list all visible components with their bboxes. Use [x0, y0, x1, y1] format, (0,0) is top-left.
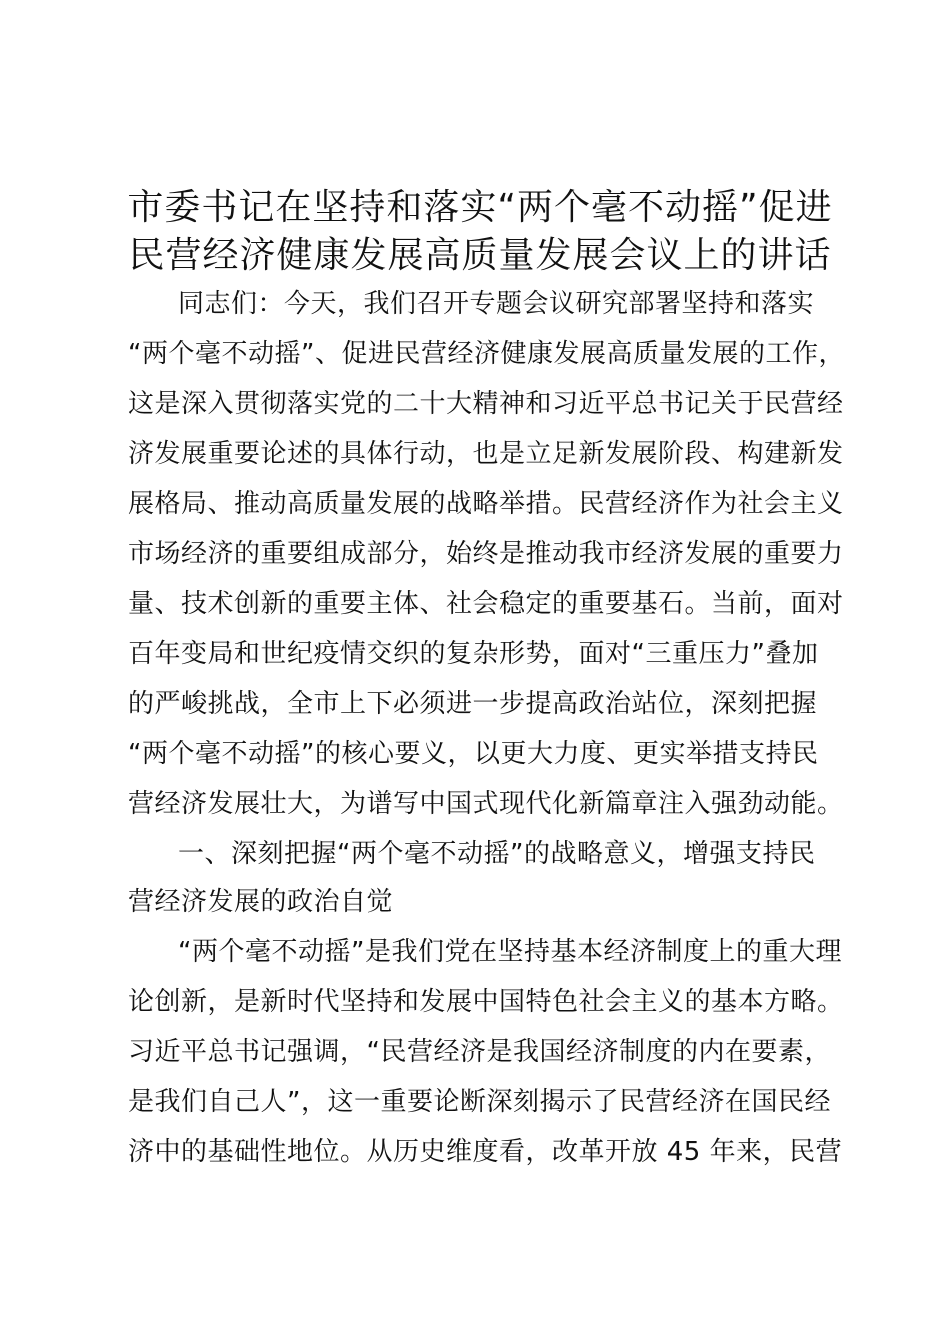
- section-1-body-line-1: “两个毫不动摇”是我们党在坚持基本经济制度上的重大理: [178, 937, 842, 967]
- intro-line-2: “两个毫不动摇”、促进民营经济健康发展高质量发展的工作，: [128, 339, 845, 369]
- intro-line-10: “两个毫不动摇”的核心要义，以更大力度、更实举措支持民: [128, 739, 819, 769]
- intro-line-8: 百年变局和世纪疫情交织的复杂形势，面对“三重压力”叠加: [128, 639, 819, 669]
- document-title-line-1: 市委书记在坚持和落实“两个毫不动摇”促进: [127, 187, 833, 228]
- intro-line-11: 营经济发展壮大，为谱写中国式现代化新篇章注入强劲动能。: [128, 789, 844, 819]
- section-1-body-line-3: 习近平总书记强调，“民营经济是我国经济制度的内在要素，: [128, 1037, 831, 1067]
- intro-line-3: 这是深入贯彻落实党的二十大精神和习近平总书记关于民营经: [128, 389, 844, 419]
- section-1-body-line-5: 济中的基础性地位。从历史维度看，改革开放 45 年来，民营: [128, 1137, 843, 1167]
- section-1-heading-line-2: 营经济发展的政治自觉: [128, 887, 394, 917]
- section-1-body-line-2: 论创新，是新时代坚持和发展中国特色社会主义的基本方略。: [128, 987, 844, 1017]
- intro-line-7: 量、技术创新的重要主体、社会稳定的重要基石。当前，面对: [128, 589, 844, 619]
- section-1-body-line-4: 是我们自己人”，这一重要论断深刻揭示了民营经济在国民经: [128, 1087, 831, 1117]
- intro-line-4: 济发展重要论述的具体行动，也是立足新发展阶段、构建新发: [128, 439, 844, 469]
- intro-line-1: 同志们：今天，我们召开专题会议研究部署坚持和落实: [178, 289, 815, 319]
- intro-line-6: 市场经济的重要组成部分，始终是推动我市经济发展的重要力: [128, 539, 844, 569]
- intro-line-9: 的严峻挑战，全市上下必须进一步提高政治站位，深刻把握: [128, 689, 818, 719]
- document-title-line-2: 民营经济健康发展高质量发展会议上的讲话: [128, 235, 832, 276]
- intro-line-5: 展格局、推动高质量发展的战略举措。民营经济作为社会主义: [128, 489, 844, 519]
- section-1-heading-line-1: 一、深刻把握“两个毫不动摇”的战略意义，增强支持民: [178, 839, 816, 869]
